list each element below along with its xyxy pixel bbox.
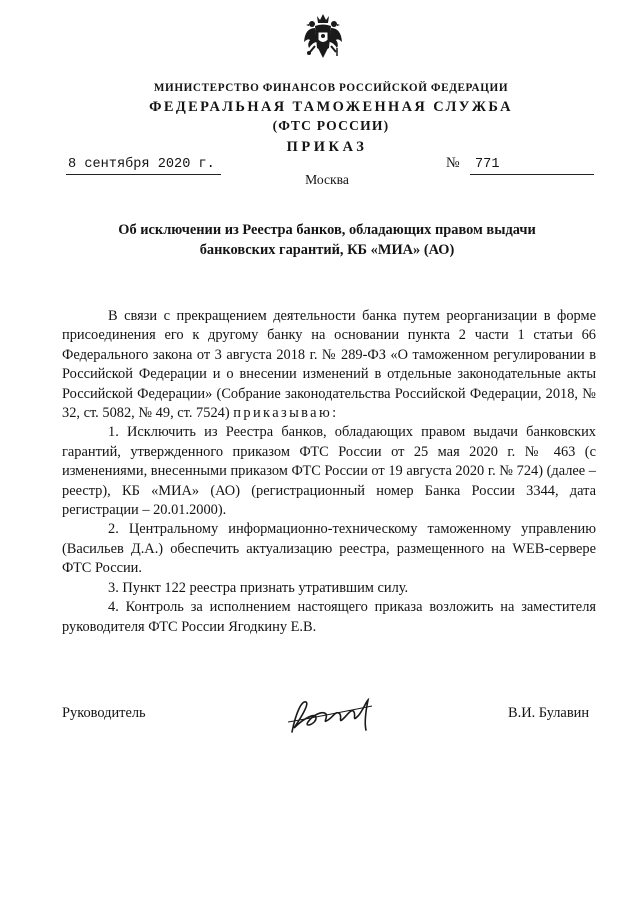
number-sign: № bbox=[446, 155, 460, 171]
item-paragraph: 1. Исключить из Реестра банков, обладающих правом выдачи банковских гарантий, утвержденного приказом ФТС России от 25 мая 2020 г. № 463 (с изменениями, внесенными приказом ФТС России от 19 августа 2020 г. № 724) (далее – реестр), КБ «МИА» (АО) (регистрационный номер Банка России 3344, дата регистрации – 20.01.2000). bbox=[62, 424, 596, 519]
signatory-role: Руководитель bbox=[62, 705, 146, 721]
document-type-heading: ПРИКАЗ bbox=[286, 139, 368, 155]
document-title: Об исключении из Реестра банков, обладающих правом выдачи банковских гарантий, КБ «МИА» (АО) bbox=[118, 222, 536, 258]
handwritten-signature-icon bbox=[282, 692, 382, 740]
state-emblem-icon bbox=[303, 12, 343, 66]
item-paragraph: 3. Пункт 122 реестра признать утратившим силу. bbox=[108, 579, 409, 596]
order-number: 771 bbox=[475, 157, 500, 172]
item-paragraph: 4. Контроль за исполнением настоящего приказа возложить на заместителя руководителя ФТС России Ягодкину Е.В. bbox=[62, 599, 596, 635]
preamble-text: В связи с прекращением деятельности банка путем реорганизации в форме присоединения его к другому банку на основании пункта 2 части 1 статьи 66 Федерального закона от 3 августа 2018 г. № 289-ФЗ «О таможенном регулировании в Российской Федерации и о внесении изменений в отдельные законодательные акты Российской Федерации» (Собрание законодательства Российской Федерации, 2018, № 32, ст. 5082, № 49, ст. 7524) bbox=[62, 308, 596, 422]
ministry-heading: МИНИСТЕРСТВО ФИНАНСОВ РОССИЙСКОЙ ФЕДЕРАЦИИ bbox=[153, 82, 509, 94]
signatory-name: В.И. Булавин bbox=[508, 705, 590, 721]
preamble-paragraph bbox=[62, 307, 596, 423]
service-short-heading: (ФТС РОССИИ) bbox=[272, 118, 390, 133]
order-date: 8 сентября 2020 г. bbox=[68, 157, 215, 172]
city: Москва bbox=[305, 172, 349, 187]
document-body bbox=[62, 307, 596, 637]
service-heading: ФЕДЕРАЛЬНАЯ ТАМОЖЕННАЯ СЛУЖБА bbox=[149, 99, 513, 115]
item-paragraph: 2. Центральному информационно-техническому таможенному управлению (Васильев Д.А.) обеспечить актуализацию реестра, размещенного на WEB-сервере ФТС России. bbox=[62, 521, 596, 577]
order-word: приказываю: bbox=[233, 405, 339, 422]
